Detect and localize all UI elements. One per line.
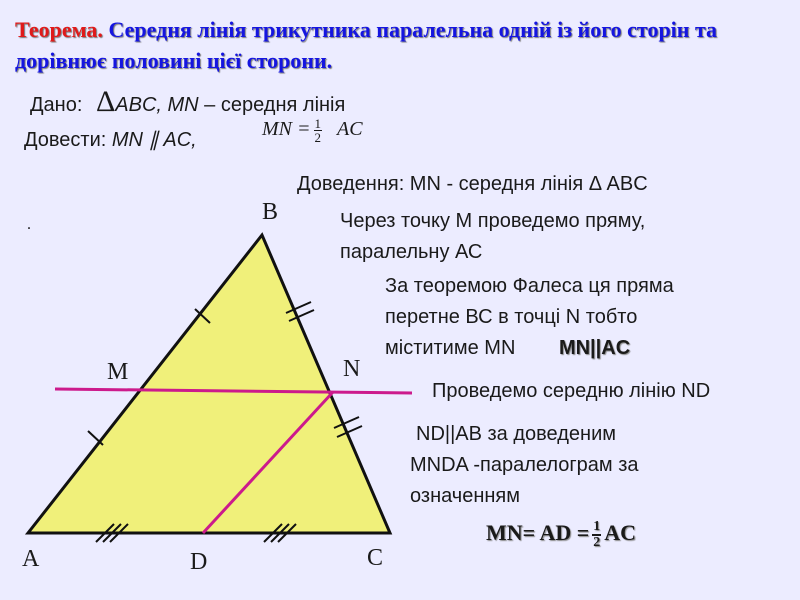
prove-statement: MN ∥ AC, — [111, 129, 197, 151]
proof-result-fraction: $\frac{1}{2}$ — [593, 519, 601, 550]
proof-step4-line3: означенням — [410, 485, 521, 507]
proof-step4-line2: MNDA -паралелограм за — [410, 454, 639, 476]
proof-step1-line1: Через точку М проведемо пряму, — [340, 210, 646, 232]
theorem-text: Середня лінія трикутника паралельна одній із його сторін та дорівнює половині цієї сторони. — [15, 17, 718, 73]
triangle-abc — [28, 235, 390, 533]
triangle-symbol: Δ — [95, 85, 116, 118]
prove-formula-rhs: AC — [337, 118, 363, 141]
vertex-b-label: B — [262, 199, 279, 225]
given-label: Дано: — [30, 94, 83, 116]
stray-dot: . — [27, 216, 31, 233]
proof-step3: Проведемо середню лінію ND — [432, 380, 711, 402]
given-segment: MN — [167, 94, 199, 116]
proof-heading: Доведення: MN - середня лінія Δ ABC — [297, 173, 648, 195]
proof-result-lhs: MN= AD = — [486, 520, 590, 546]
vertex-c-label: C — [367, 545, 384, 571]
vertex-a-label: A — [22, 546, 40, 572]
given-rest: – середня лінія — [198, 94, 346, 116]
vertex-n-label: N — [343, 356, 361, 382]
proof-step4-line1: ND||AB за доведеним — [416, 423, 616, 445]
parallel-line-mn — [55, 389, 412, 393]
prove-fraction: $\frac{1}{2}$ — [314, 116, 321, 145]
proof-step2-line2: перетне ВС в точці N тобто — [385, 306, 638, 328]
proof-step2-line1: За теоремою Фалеса ця пряма — [385, 275, 674, 297]
given-triangle: ABC, — [115, 94, 162, 116]
proof-step1-line2: паралельну АС — [340, 241, 483, 263]
theorem-label: Теорема. — [15, 17, 103, 42]
prove-formula-lhs: MN = — [262, 118, 311, 141]
proof-step2-line3: міститиме MN MN||AC — [385, 337, 631, 359]
vertex-m-label: M — [107, 359, 129, 385]
proof-step2-conclusion: MN||AC — [558, 337, 631, 359]
prove-label: Довести: — [24, 129, 107, 151]
proof-result-rhs: AC — [604, 520, 637, 546]
vertex-d-label: D — [190, 549, 208, 575]
